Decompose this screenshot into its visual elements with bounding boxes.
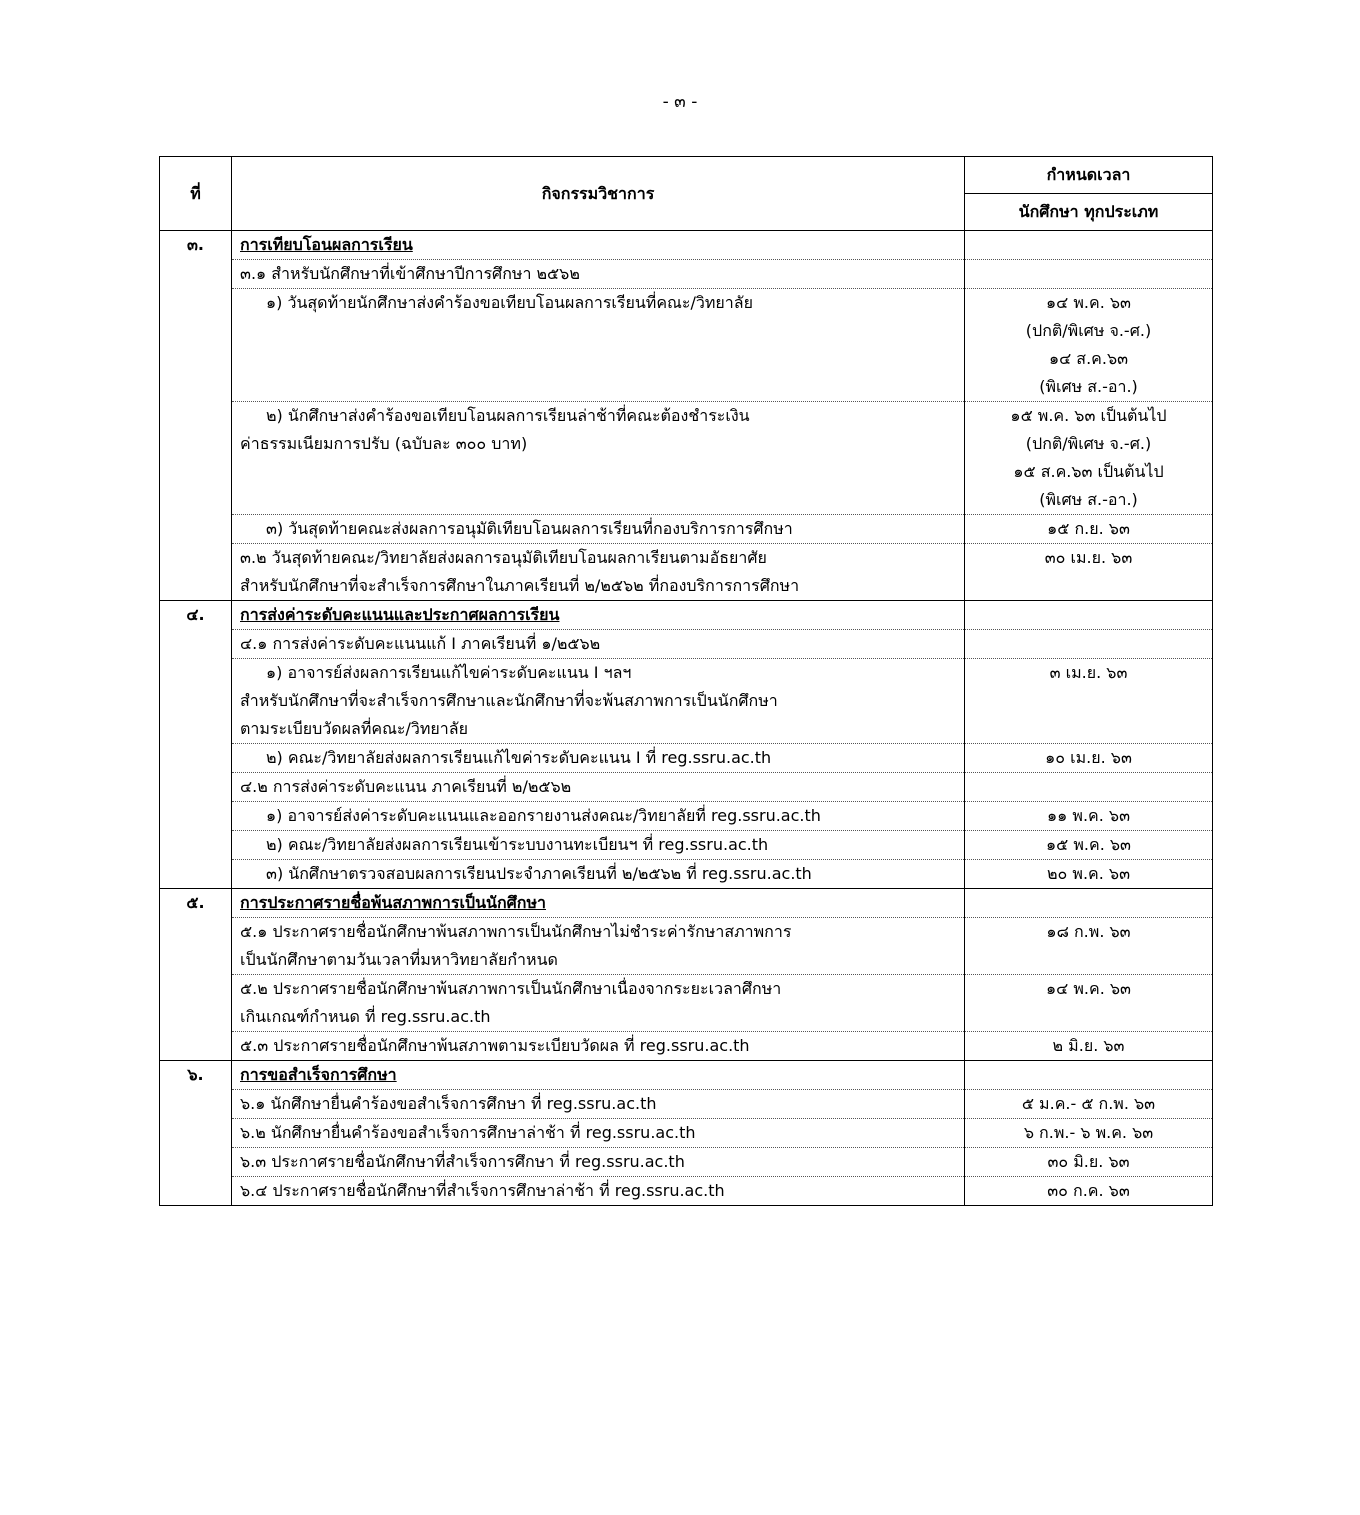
activity-cell — [232, 1032, 965, 1061]
header-schedule-sub: นักศึกษา ทุกประเภท — [965, 194, 1213, 231]
section-title: การส่งค่าระดับคะแนนและประกาศผลการเรียน — [240, 605, 560, 624]
activity-cell — [232, 1090, 965, 1119]
section-title: การเทียบโอนผลการเรียน — [240, 235, 413, 254]
section-date-cell — [965, 231, 1213, 260]
table-row — [160, 802, 1213, 831]
date-text: ๑๕ พ.ค. ๖๓ — [1046, 835, 1131, 854]
date-text: ๒๐ พ.ค. ๖๓ — [1047, 864, 1130, 883]
activity-cell — [232, 515, 965, 544]
section-title: การประกาศรายชื่อพ้นสภาพการเป็นนักศึกษา — [240, 893, 547, 912]
academic-calendar-table — [159, 156, 1213, 1206]
activity-cell — [232, 1177, 965, 1206]
date-cell — [965, 975, 1213, 1032]
activity-cell — [232, 918, 965, 975]
table-row — [160, 289, 1213, 402]
activity-text: สำหรับนักศึกษาที่จะสำเร็จการศึกษาในภาคเรียนที่ ๒/๒๕๖๒ ที่กองบริการการศึกษา — [240, 576, 800, 595]
activity-text: ๓.๑ สำหรับนักศึกษาที่เข้าศึกษาปีการศึกษา ๒๕๖๒ — [240, 264, 580, 283]
activity-text: ๔.๒ การส่งค่าระดับคะแนน ภาคเรียนที่ ๒/๒๕๖๒ — [240, 777, 572, 796]
table-row — [160, 1119, 1213, 1148]
header-schedule: กำหนดเวลา — [965, 157, 1213, 194]
activity-text: ๕.๑ ประกาศรายชื่อนักศึกษาพ้นสภาพการเป็นนักศึกษาไม่ชำระค่ารักษาสภาพการ — [240, 922, 792, 941]
date-cell — [965, 773, 1213, 802]
date-text: ๑๕ ก.ย. ๖๓ — [1047, 519, 1130, 538]
date-cell — [965, 1148, 1213, 1177]
table-row — [160, 918, 1213, 975]
activity-cell — [232, 402, 965, 515]
activity-cell — [232, 659, 965, 744]
activity-cell — [232, 630, 965, 659]
table-row — [160, 402, 1213, 515]
activity-text: ๒) คณะ/วิทยาลัยส่งผลการเรียนแก้ไขค่าระดับคะแนน I ที่ reg.ssru.ac.th — [266, 748, 772, 767]
date-cell — [965, 289, 1213, 402]
table-row — [160, 630, 1213, 659]
activity-text: ๓) นักศึกษาตรวจสอบผลการเรียนประจำภาคเรียนที่ ๒/๒๕๖๒ ที่ reg.ssru.ac.th — [266, 864, 812, 883]
page-number: - ๓ - — [662, 92, 698, 112]
activity-text: ๕.๓ ประกาศรายชื่อนักศึกษาพ้นสภาพตามระเบียบวัดผล ที่ reg.ssru.ac.th — [240, 1036, 750, 1055]
table-row — [160, 1090, 1213, 1119]
date-text: ๓๐ ก.ค. ๖๓ — [1047, 1181, 1130, 1200]
activity-cell — [232, 544, 965, 601]
date-cell — [965, 831, 1213, 860]
activity-text: ค่าธรรมเนียมการปรับ (ฉบับละ ๓๐๐ บาท) — [240, 434, 528, 453]
header-no: ที่ — [160, 157, 232, 231]
section-date-cell — [965, 1061, 1213, 1090]
date-cell — [965, 402, 1213, 515]
activity-cell — [232, 744, 965, 773]
date-text: (พิเศษ ส.-อา.) — [1039, 490, 1138, 509]
table-row — [160, 744, 1213, 773]
activity-text: ๓) วันสุดท้ายคณะส่งผลการอนุมัติเทียบโอนผลการเรียนที่กองบริการการศึกษา — [266, 519, 793, 538]
table-row — [160, 773, 1213, 802]
activity-cell — [232, 1119, 965, 1148]
activity-text: ๒) นักศึกษาส่งคำร้องขอเทียบโอนผลการเรียนล่าช้าที่คณะต้องชำระเงิน — [266, 406, 750, 425]
date-text: ๖ ก.พ.- ๖ พ.ค. ๖๓ — [1023, 1123, 1154, 1142]
section-number: ๓. — [160, 231, 232, 601]
activity-cell — [232, 773, 965, 802]
date-cell — [965, 1119, 1213, 1148]
date-text: ๑๐ เม.ย. ๖๓ — [1045, 748, 1132, 767]
activity-text: ตามระเบียบวัดผลที่คณะ/วิทยาลัย — [240, 719, 468, 738]
table-row — [160, 1148, 1213, 1177]
activity-text: เป็นนักศึกษาตามวันเวลาที่มหาวิทยาลัยกำหนด — [240, 950, 558, 969]
activity-cell — [232, 975, 965, 1032]
date-text: ๑๔ พ.ค. ๖๓ — [1046, 979, 1131, 998]
activity-text: ๑) อาจารย์ส่งผลการเรียนแก้ไขค่าระดับคะแนน I ฯลฯ — [266, 663, 632, 682]
date-text: ๑๕ พ.ค. ๖๓ เป็นต้นไป — [1010, 406, 1167, 425]
activity-text: ๖.๑ นักศึกษายื่นคำร้องขอสำเร็จการศึกษา ที่ reg.ssru.ac.th — [240, 1094, 657, 1113]
date-text: ๑๔ พ.ค. ๖๓ — [1046, 293, 1131, 312]
section-date-cell — [965, 601, 1213, 630]
activity-cell — [232, 289, 965, 402]
table-row — [160, 1177, 1213, 1206]
date-cell — [965, 630, 1213, 659]
activity-cell — [232, 802, 965, 831]
table-row — [160, 659, 1213, 744]
activity-text: ๖.๔ ประกาศรายชื่อนักศึกษาที่สำเร็จการศึกษาล่าช้า ที่ reg.ssru.ac.th — [240, 1181, 725, 1200]
activity-cell — [232, 260, 965, 289]
activity-text: เกินเกณฑ์กำหนด ที่ reg.ssru.ac.th — [240, 1007, 491, 1026]
date-cell — [965, 544, 1213, 601]
date-cell — [965, 515, 1213, 544]
section-number: ๖. — [160, 1061, 232, 1206]
activity-text: ๕.๒ ประกาศรายชื่อนักศึกษาพ้นสภาพการเป็นนักศึกษาเนื่องจากระยะเวลาศึกษา — [240, 979, 782, 998]
section-number: ๔. — [160, 601, 232, 889]
section-row — [160, 1061, 1213, 1090]
date-cell — [965, 659, 1213, 744]
date-cell — [965, 1090, 1213, 1119]
date-text: (ปกติ/พิเศษ จ.-ศ.) — [1025, 321, 1152, 340]
header-activity: กิจกรรมวิชาการ — [232, 157, 965, 231]
section-date-cell — [965, 889, 1213, 918]
date-cell — [965, 802, 1213, 831]
activity-text: ๖.๒ นักศึกษายื่นคำร้องขอสำเร็จการศึกษาล่าช้า ที่ reg.ssru.ac.th — [240, 1123, 696, 1142]
activity-text: ๖.๓ ประกาศรายชื่อนักศึกษาที่สำเร็จการศึกษา ที่ reg.ssru.ac.th — [240, 1152, 685, 1171]
date-text: ๑๔ ส.ค.๖๓ — [1048, 349, 1129, 368]
date-cell — [965, 260, 1213, 289]
table-row — [160, 860, 1213, 889]
date-text: (ปกติ/พิเศษ จ.-ศ.) — [1025, 434, 1152, 453]
table-body — [160, 231, 1213, 1206]
date-text: (พิเศษ ส.-อา.) — [1039, 377, 1138, 396]
activity-text: ๓.๒ วันสุดท้ายคณะ/วิทยาลัยส่งผลการอนุมัติเทียบโอนผลกาเรียนตามอัธยาศัย — [240, 548, 767, 567]
date-cell — [965, 918, 1213, 975]
section-title: การขอสำเร็จการศึกษา — [240, 1065, 397, 1084]
activity-text: ๔.๑ การส่งค่าระดับคะแนนแก้ I ภาคเรียนที่ ๑/๒๕๖๒ — [240, 634, 601, 653]
date-text: ๓๐ มิ.ย. ๖๓ — [1047, 1152, 1130, 1171]
section-row — [160, 889, 1213, 918]
section-number: ๕. — [160, 889, 232, 1061]
date-text: ๓ เม.ย. ๖๓ — [1049, 663, 1128, 682]
date-text: ๓๐ เม.ย. ๖๓ — [1044, 548, 1133, 567]
activity-text: ๒) คณะ/วิทยาลัยส่งผลการเรียนเข้าระบบงานทะเบียนฯ ที่ reg.ssru.ac.th — [266, 835, 769, 854]
date-cell — [965, 860, 1213, 889]
section-row — [160, 601, 1213, 630]
table-row — [160, 515, 1213, 544]
date-cell — [965, 744, 1213, 773]
table-row — [160, 975, 1213, 1032]
date-text: ๑๑ พ.ค. ๖๓ — [1047, 806, 1130, 825]
date-cell — [965, 1032, 1213, 1061]
activity-text: ๑) อาจารย์ส่งค่าระดับคะแนนและออกรายงานส่งคณะ/วิทยาลัยที่ reg.ssru.ac.th — [266, 806, 821, 825]
section-row — [160, 231, 1213, 260]
activity-text: ๑) วันสุดท้ายนักศึกษาส่งคำร้องขอเทียบโอนผลการเรียนที่คณะ/วิทยาลัย — [266, 293, 753, 312]
activity-cell — [232, 860, 965, 889]
activity-text: สำหรับนักศึกษาที่จะสำเร็จการศึกษาและนักศึกษาที่จะพ้นสภาพการเป็นนักศึกษา — [240, 691, 778, 710]
table-row — [160, 260, 1213, 289]
table-row — [160, 1032, 1213, 1061]
date-text: ๑๕ ส.ค.๖๓ เป็นต้นไป — [1013, 462, 1164, 481]
date-cell — [965, 1177, 1213, 1206]
activity-cell — [232, 831, 965, 860]
date-text: ๒ มิ.ย. ๖๓ — [1052, 1036, 1125, 1055]
date-text: ๕ ม.ค.- ๕ ก.พ. ๖๓ — [1021, 1094, 1156, 1113]
activity-cell — [232, 1148, 965, 1177]
table-row — [160, 831, 1213, 860]
date-text: ๑๘ ก.พ. ๖๓ — [1046, 922, 1131, 941]
table-row — [160, 544, 1213, 601]
